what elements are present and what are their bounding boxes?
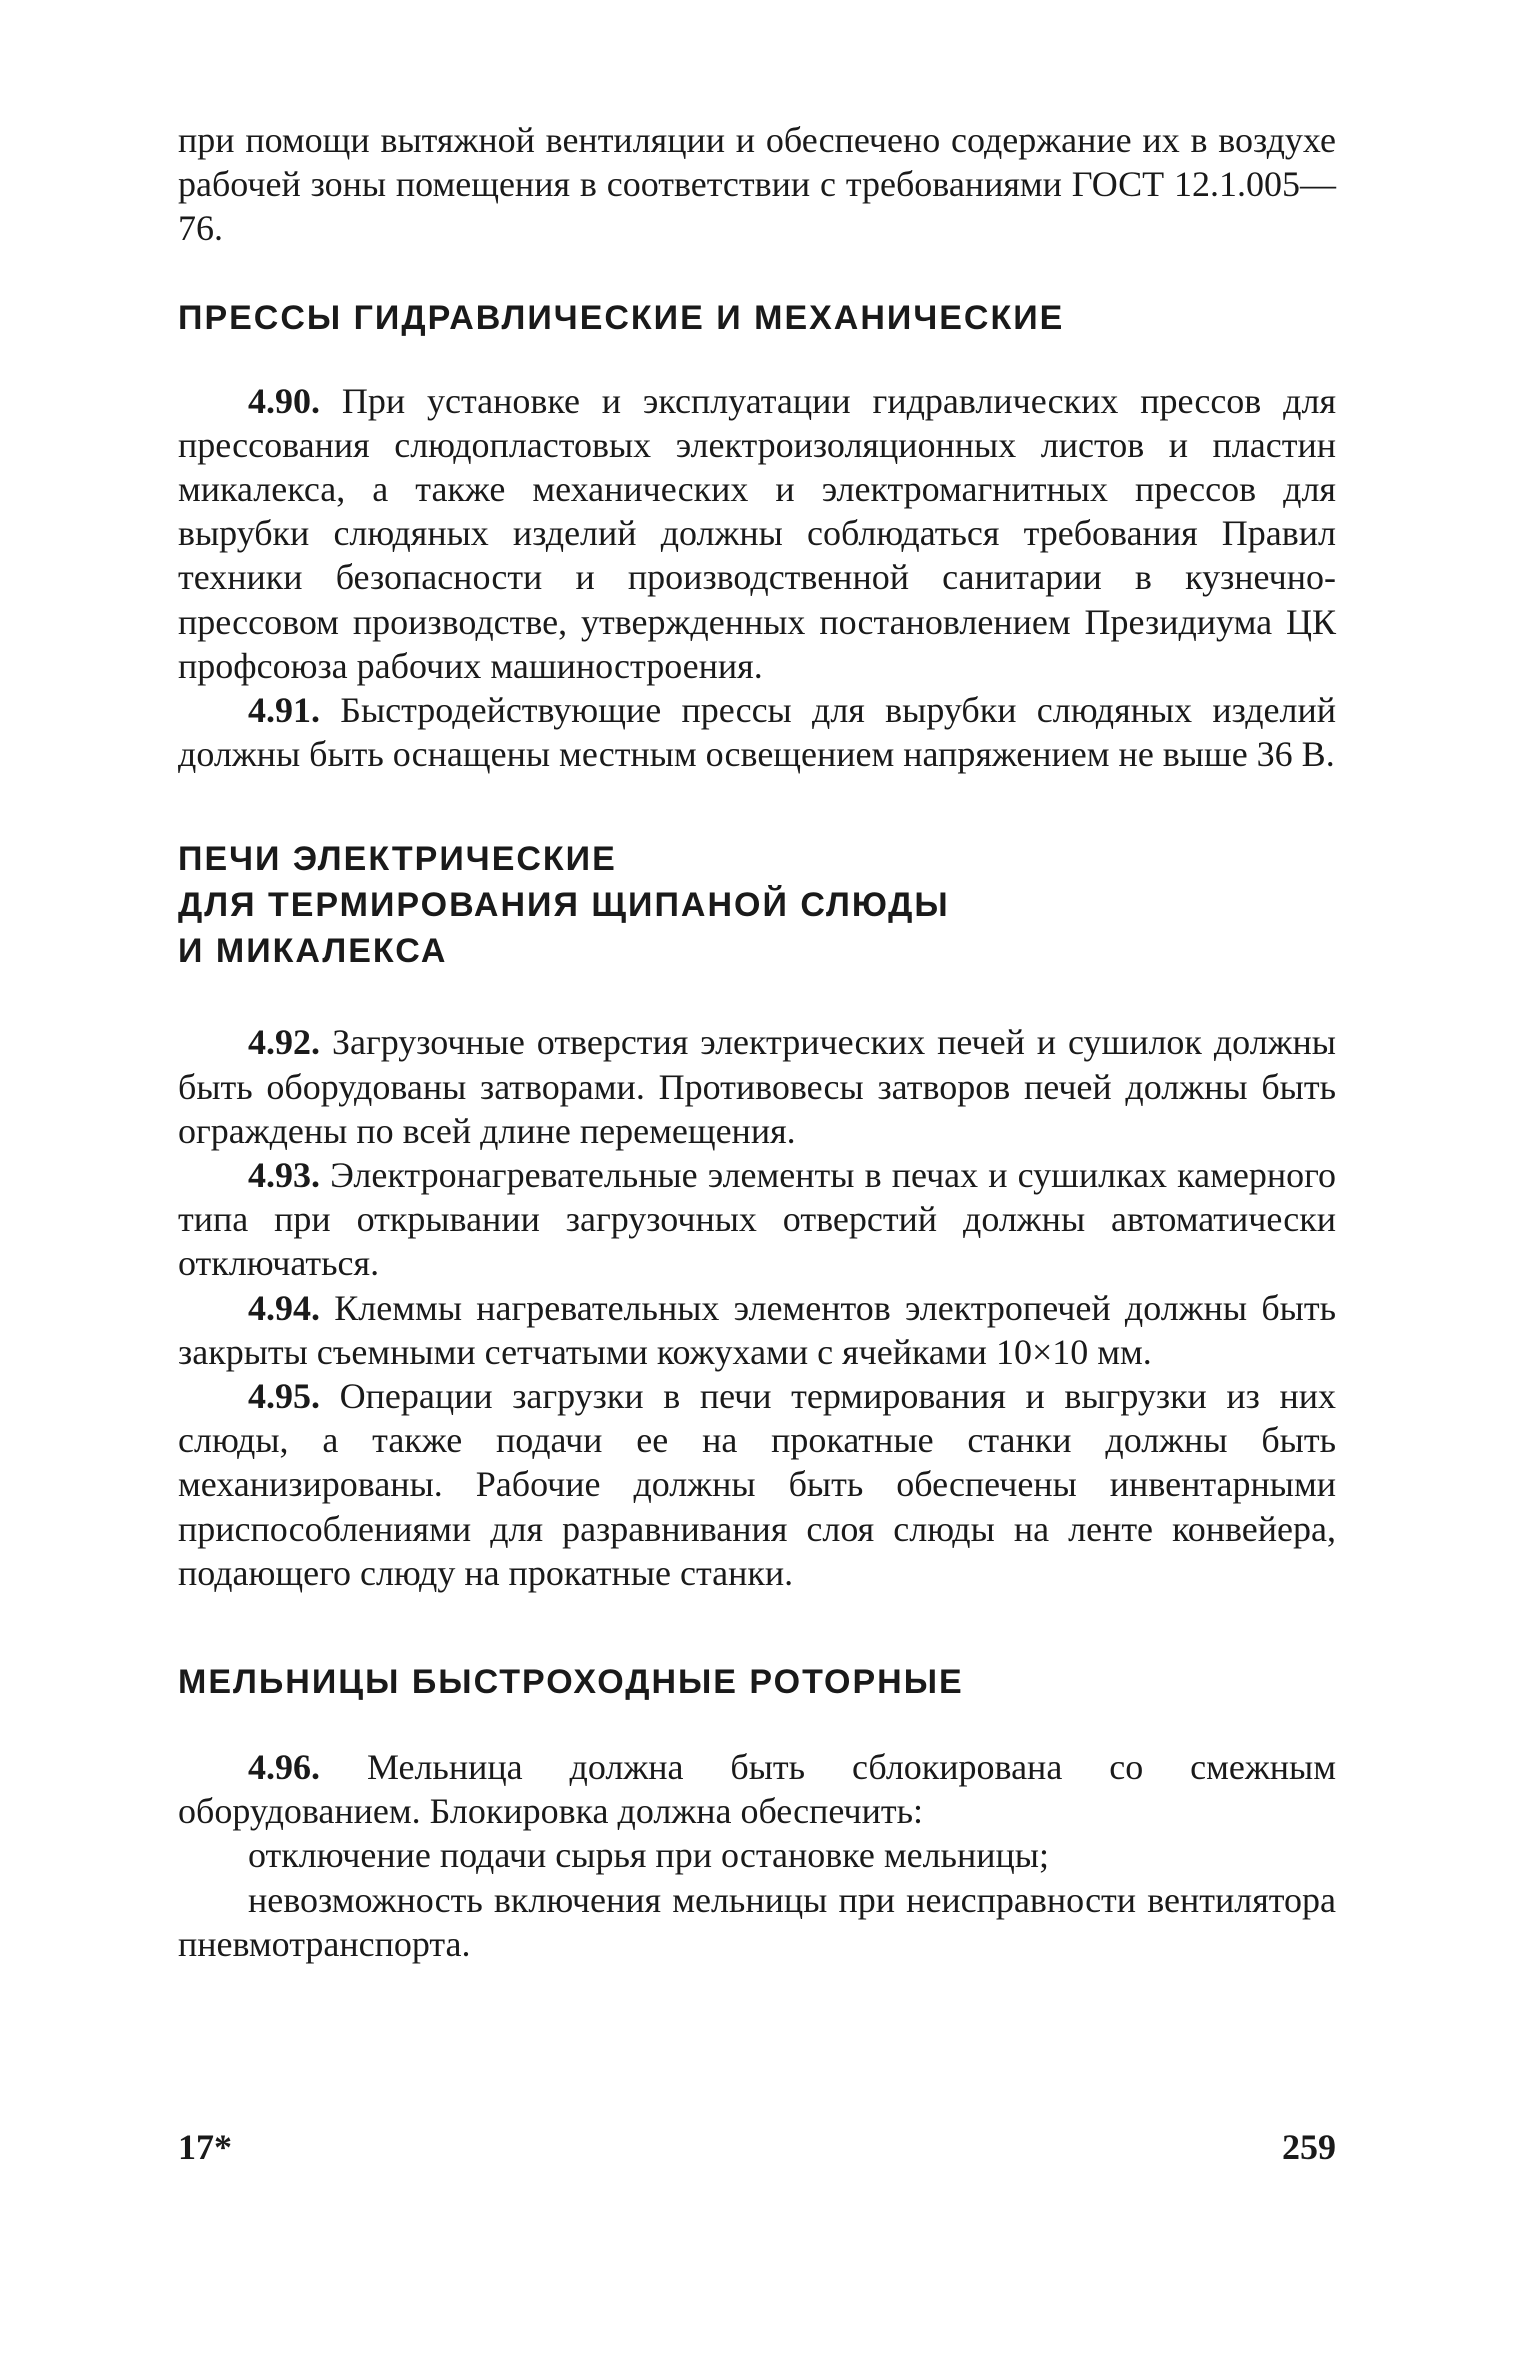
clause-number: 4.91. [248,690,320,731]
clause-text: Быстродействующие прессы для вырубки слюдяных изделий должны быть оснащены местным освещением напряжением не выше 36 В. [178,690,1336,775]
clause-text: Клеммы нагревательных элементов электропечей должны быть закрыты съемными сетчатыми кожухами с ячейками 10×10 мм. [178,1287,1336,1372]
clause-text: Мельница должна быть сблокирована со смежным оборудованием. Блокировка должна обеспечить: [178,1747,1336,1832]
paragraph-4-92 [178,1020,1336,1153]
paragraph-4-94 [178,1286,1336,1374]
clause-number: 4.94. [248,1287,320,1328]
list-item: отключение подачи сырья при остановке мельницы; [248,1835,1049,1876]
clause-text: Загрузочные отверстия электрических печей и сушилок должны быть оборудованы затворами. Противовесы затворов печей должны быть ограждены по всей длине перемещения. [178,1022,1336,1151]
clause-number: 4.93. [248,1155,320,1196]
heading-line: ПЕЧИ ЭЛЕКТРИЧЕСКИЕ [178,840,617,879]
clause-number: 4.96. [248,1747,320,1788]
page-number: 259 [1282,2127,1336,2167]
signature-mark: 17* [178,2127,232,2167]
intro-paragraph: при помощи вытяжной вентиляции и обеспечено содержание их в воздухе рабочей зоны помещения в соответствии с требованиями ГОСТ 12.1.005—76. [178,120,1336,249]
paragraph-4-90 [178,379,1336,688]
clause-text: Операции загрузки в печи термирования и выгрузки из них слюды, а также подачи ее на прокатные станки должны быть механизированы. Рабочие должны быть обеспечены инвентарными приспособлениями для разравнивания слоя слюды на ленте конвейера, подающего слюду на прокатные станки. [178,1376,1337,1593]
clause-text: Электронагревательные элементы в печах и сушилках камерного типа при открывании загрузочных отверстий должны автоматически отключаться. [178,1155,1337,1284]
clause-number: 4.95. [248,1376,320,1417]
section-heading-furnaces [178,836,1336,974]
paragraph-4-95 [178,1374,1336,1595]
heading-line: И МИКАЛЕКСА [178,932,448,971]
page-content [178,118,1336,1966]
paragraph-4-96 [178,1745,1336,1833]
clause-number: 4.92. [248,1022,320,1063]
list-item: невозможность включения мельницы при неисправности вентилятора пневмотранспорта. [178,1879,1336,1964]
section-heading-mills: МЕЛЬНИЦЫ БЫСТРОХОДНЫЕ РОТОРНЫЕ [178,1663,964,1702]
paragraph-4-93 [178,1153,1336,1286]
paragraph-4-91 [178,688,1336,776]
heading-line: ДЛЯ ТЕРМИРОВАНИЯ ЩИПАНОЙ СЛЮДЫ [178,886,950,925]
section-heading-presses: ПРЕССЫ ГИДРАВЛИЧЕСКИЕ И МЕХАНИЧЕСКИЕ [178,298,1065,337]
clause-number: 4.90. [248,380,320,421]
clause-text: При установке и эксплуатации гидравлических прессов для прессования слюдопластовых электроизоляционных листов и пластин микалекса, а также механических и электромагнитных прессов для вырубки слюдяных изделий должны соблюдаться требования Правил техники безопасности и производственной санитарии в кузнечно-прессовом производстве, утвержденных постановлением Президиума ЦК профсоюза рабочих машиностроения. [178,380,1337,686]
